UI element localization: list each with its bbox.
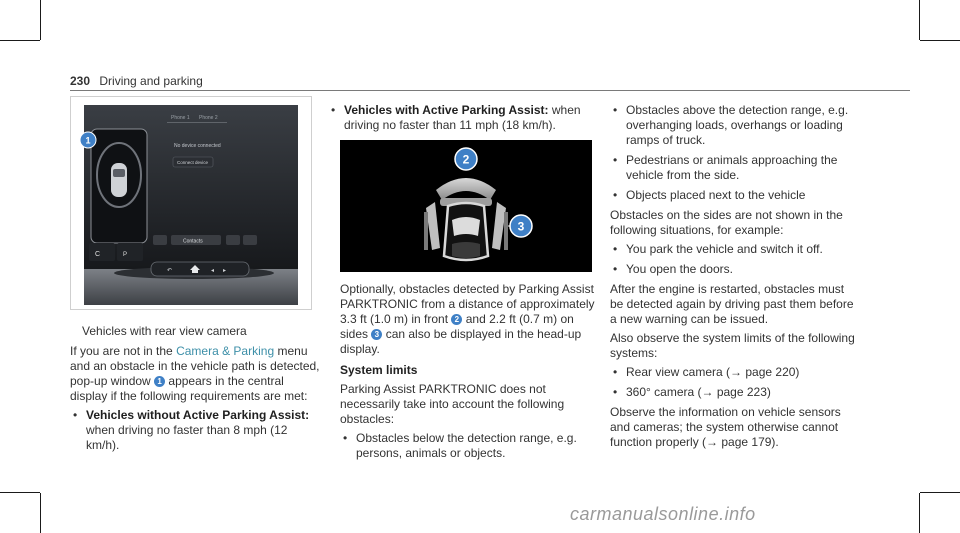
crop-mark xyxy=(40,493,41,533)
crop-mark xyxy=(40,0,41,40)
crop-mark xyxy=(919,0,920,40)
svg-text:▸: ▸ xyxy=(223,267,227,274)
badge-3: 3 xyxy=(371,329,382,340)
list-item xyxy=(70,408,320,453)
head-up-display-figure xyxy=(340,140,592,272)
intro-suffix: appears in the central display if the following requirements are met: xyxy=(70,374,308,403)
final-paragraph: Observe the information on vehicle sensors and cameras; the system otherwise cannot function properly (→ page 179). xyxy=(610,405,841,449)
optional-paragraph xyxy=(340,282,602,357)
list-item: • Rear view camera (→ page 220) xyxy=(610,365,860,380)
list-item xyxy=(328,103,598,133)
svg-text:◂: ◂ xyxy=(211,267,215,274)
crop-mark xyxy=(0,40,40,41)
page-header xyxy=(70,74,203,88)
column-1 xyxy=(70,344,320,458)
optional-text-a: Optionally, obstacles detected by Parking Assist PARKTRONIC from a distance of approximately 3.3 ft (1.0 m) in front xyxy=(340,282,595,326)
marker-1: 1 xyxy=(85,135,91,146)
restart-paragraph: After the engine is restarted, obstacles must be detected again by driving past them before a new warning can be issued. xyxy=(610,282,854,326)
screen-tab-2: Phone 2 xyxy=(199,115,218,121)
watermark: carmanualsonline.info xyxy=(570,504,756,524)
figure-caption: Vehicles with rear view camera xyxy=(82,324,247,338)
observe-paragraph: Also observe the system limits of the following systems: xyxy=(610,331,855,360)
badge-2: 2 xyxy=(451,314,462,325)
crop-mark xyxy=(919,493,920,533)
no-device-text: No device connected xyxy=(174,143,221,149)
screen-tab-1: Phone 1 xyxy=(171,115,190,121)
svg-text:↶: ↶ xyxy=(167,267,173,274)
page-number: 230 xyxy=(70,74,91,88)
limits-paragraph: Parking Assist PARKTRONIC does not necessarily take into account the following obstacles: xyxy=(340,382,565,426)
contacts-text: Contacts xyxy=(183,238,203,245)
list-item: • You park the vehicle and switch it off. xyxy=(610,242,860,257)
section-title: Driving and parking xyxy=(99,74,203,88)
central-display-figure xyxy=(70,96,312,310)
crop-mark xyxy=(0,492,40,493)
optional-text-b: and 2.2 ft (0.7 m) on sides xyxy=(340,312,574,341)
intro-prefix: If you are not in the xyxy=(70,344,173,358)
intro-paragraph xyxy=(70,344,320,404)
p-label: P xyxy=(123,252,128,258)
list-item: • You open the doors. xyxy=(610,262,860,277)
crop-mark xyxy=(920,492,960,493)
badge-1: 1 xyxy=(154,376,165,387)
bullet-bold: Vehicles with Active Parking Assist: xyxy=(344,103,549,117)
svg-text:C: C xyxy=(95,251,101,258)
connect-device-text: Connect device xyxy=(177,160,209,165)
central-display-illustration xyxy=(71,97,311,309)
list-item: • 360° camera (→ page 223) xyxy=(610,385,860,400)
column-2-lower xyxy=(340,282,602,466)
list-item: • Obstacles below the detection range, e.g. persons, animals or objects. xyxy=(340,431,602,461)
bullet-text: when driving no faster than 11 mph (18 km/h). xyxy=(344,103,581,132)
column-3 xyxy=(610,103,860,454)
list-item: • Obstacles above the detection range, e.g. overhanging loads, overhangs or loading ramps of truck. xyxy=(610,103,860,148)
hud-illustration xyxy=(340,140,592,272)
sides-paragraph: Obstacles on the sides are not shown in the following situations, for example: xyxy=(610,208,843,237)
column-2 xyxy=(328,103,598,138)
marker-3: 3 xyxy=(517,219,525,234)
marker-2: 2 xyxy=(462,152,470,167)
header-rule xyxy=(70,90,910,91)
intro-mid: menu and an obstacle in the vehicle path is detected, pop-up window xyxy=(70,344,320,388)
list-item: • Objects placed next to the vehicle xyxy=(610,188,860,203)
system-limits-heading: System limits xyxy=(340,363,418,377)
bullet-bold: Vehicles without Active Parking Assist: xyxy=(86,408,310,422)
list-item: • Pedestrians or animals approaching the vehicle from the side. xyxy=(610,153,860,183)
optional-text-c: can also be displayed in the head-up display. xyxy=(340,327,582,356)
bullet-text: when driving no faster than 8 mph (12 km/h). xyxy=(86,423,288,452)
crop-mark xyxy=(920,40,960,41)
camera-parking-link[interactable]: Camera & Parking xyxy=(176,344,275,358)
